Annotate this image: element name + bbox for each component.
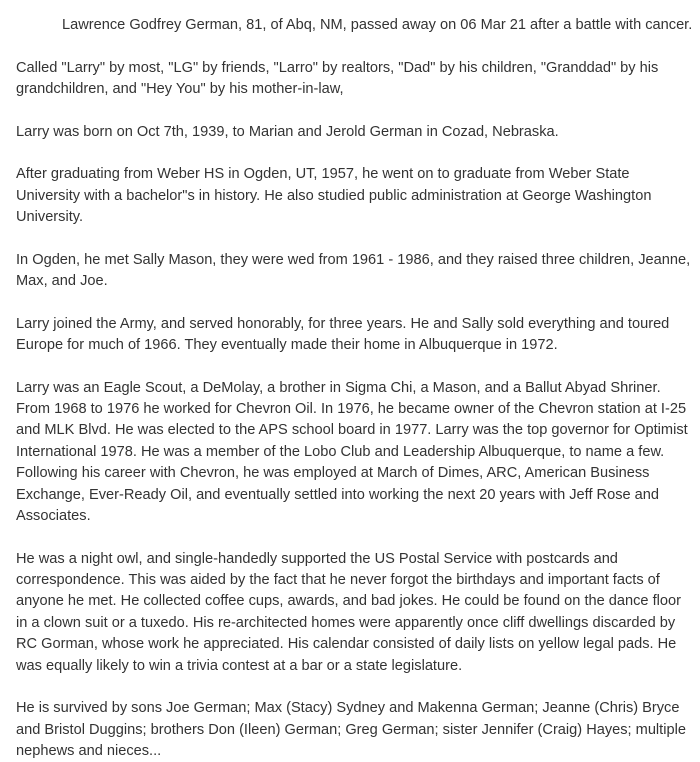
obituary-paragraph-nicknames: Called "Larry" by most, "LG" by friends, "Larro" by realtors, "Dad" by his children, "Granddad" by his grandchildren, and "Hey You" by his mother-in-law, xyxy=(16,59,659,97)
obituary-paragraph-education: After graduating from Weber HS in Ogden, UT, 1957, he went on to graduate from Weber State University with a bachelor"s in history. He also studied public administration at George Washington University. xyxy=(16,166,652,225)
obituary-paragraph-intro: Lawrence Godfrey German, 81, of Abq, NM, passed away on 06 Mar 21 after a battle with cancer. xyxy=(62,17,693,33)
obituary-paragraph-career: Larry was an Eagle Scout, a DeMolay, a brother in Sigma Chi, a Mason, and a Ballut Abyad Shriner. From 1968 to 1976 he worked for Chevron Oil. In 1976, he became owner of the Chevron station at I-25 and MLK Blvd. He was elected to the APS school board in 1977. Larry was the top governor for Optimist International 1978. He was a member of the Lobo Club and Leadership Albuquerque, to name a few. Following his career with Chevron, he was employed at March of Dimes, ARC, American Business Exchange, Ever-Ready Oil, and eventually settled into working the next 20 years with Jeff Rose and Associates. xyxy=(16,379,688,525)
obituary-paragraph-birth: Larry was born on Oct 7th, 1939, to Marian and Jerold German in Cozad, Nebraska. xyxy=(16,123,559,140)
obituary-paragraph-survivors: He is survived by sons Joe German; Max (Stacy) Sydney and Makenna German; Jeanne (Chris) Bryce and Bristol Duggins; brothers Don (Ileen) German; Greg German; sister Jennifer (Craig) Hayes; multiple nephews and nieces... xyxy=(16,700,686,760)
obituary-paragraph-army: Larry joined the Army, and served honorably, for three years. He and Sally sold everything and toured Europe for much of 1966. They eventually made their home in Albuquerque in 1972. xyxy=(16,315,670,353)
obituary-text xyxy=(16,15,696,762)
obituary-paragraph-personality: He was a night owl, and single-handedly supported the US Postal Service with postcards and correspondence. This was aided by the fact that he never forgot the birthdays and important facts of anyone he met. He collected coffee cups, awards, and bad jokes. He could be found on the dance floor in a clown suit or a tuxedo. His re-architected homes were apparently once cliff dwellings discarded by RC Gorman, whose work he appreciated. His calendar consisted of daily lists on yellow legal pads. He was equally likely to win a trivia contest at a bar or a state legislature. xyxy=(16,550,681,674)
obituary-paragraph-marriage: In Ogden, he met Sally Mason, they were wed from 1961 - 1986, and they raised three children, Jeanne, Max, and Joe. xyxy=(16,251,691,289)
